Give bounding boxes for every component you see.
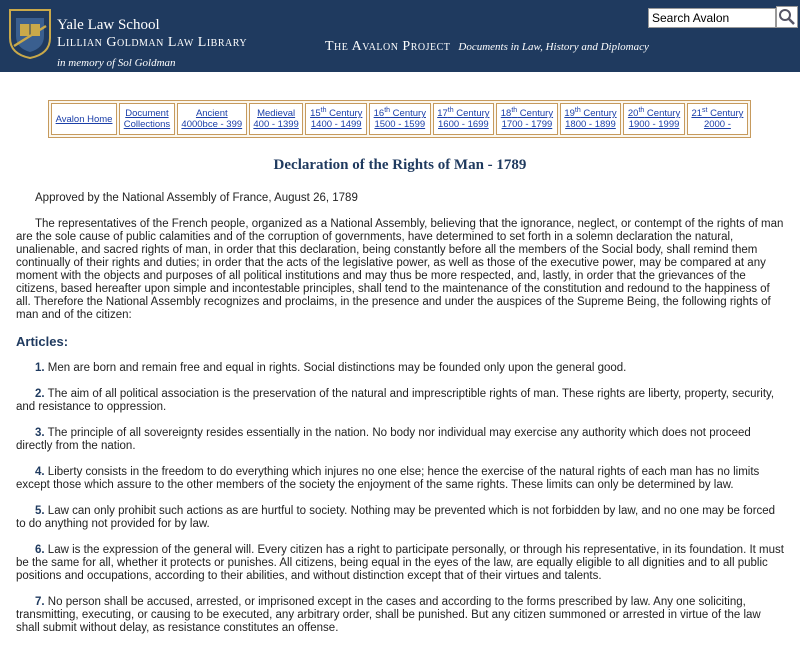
document-body — [16, 192, 784, 648]
article-text: Law is the expression of the general will. Every citizen has a right to participate personally, or through his representative, in its foundation. It must be the same for all, whether it protects or punishes. All citizens, being equal in the eyes of the law, are equally eligible to all dignities and to all public positions and occupations, according to their abilities, and without distinction except that of their virtues and talents. — [16, 544, 784, 582]
article-text: The principle of all sovereignty resides essentially in the nation. No body nor individual may exercise any authority which does not proceed directly from the nation. — [16, 427, 751, 452]
articles-heading: Articles: — [16, 334, 69, 349]
nav-link-label: 17th Century — [437, 106, 490, 119]
nav-link-label: Document — [125, 108, 169, 119]
nav-link-8[interactable] — [560, 103, 622, 135]
nav-link-label: 20th Century — [627, 106, 681, 119]
nav-link-9[interactable] — [623, 103, 685, 135]
article-2 — [16, 388, 784, 414]
article-number: 5. — [35, 505, 45, 517]
nav-link-label: Avalon Home — [55, 113, 113, 125]
nav-link-range: 1600 - 1699 — [438, 119, 489, 130]
nav-link-7[interactable] — [496, 103, 558, 135]
nav-link-2[interactable] — [177, 103, 247, 135]
nav-link-label: 19th Century — [564, 106, 617, 119]
article-6 — [16, 544, 784, 583]
nav-link-5[interactable] — [369, 103, 431, 135]
approval-line: Approved by the National Assembly of France, August 26, 1789 — [35, 192, 358, 204]
nav-link-label: 21st Century — [691, 106, 744, 119]
nav-link-1[interactable] — [119, 103, 175, 135]
article-number: 6. — [35, 544, 45, 556]
nav-link-range: 400 - 1399 — [253, 119, 299, 130]
project-name: The Avalon Project — [325, 39, 451, 54]
search-input[interactable] — [648, 8, 776, 28]
library-branding[interactable] — [57, 16, 247, 72]
article-number: 3. — [35, 427, 45, 439]
project-tagline: Documents in Law, History and Diplomacy — [458, 41, 649, 53]
school-name: Yale Law School — [57, 17, 160, 33]
nav-link-3[interactable] — [249, 103, 304, 135]
document-title: Declaration of the Rights of Man - 1789 — [273, 157, 527, 173]
article-5 — [16, 505, 784, 531]
article-text: The aim of all political association is the preservation of the natural and imprescriptible rights of man. These rights are liberty, property, security, and resistance to oppression. — [16, 388, 775, 413]
avalon-project-branding[interactable] — [325, 37, 649, 55]
articles-list — [16, 362, 784, 635]
nav-link-0[interactable] — [51, 103, 117, 135]
search-button[interactable] — [776, 6, 798, 28]
article-4 — [16, 466, 784, 492]
article-3 — [16, 427, 784, 453]
nav-link-range: 1700 - 1799 — [501, 119, 553, 130]
nav-link-label: 18th Century — [500, 106, 554, 119]
search-box — [648, 8, 776, 28]
nav-link-label: Medieval — [257, 108, 296, 119]
nav-link-4[interactable] — [305, 103, 367, 135]
nav-link-10[interactable] — [687, 103, 748, 135]
article-text: Liberty consists in the freedom to do everything which injures no one else; hence the exercise of the natural rights of each man has no limits except those which assure to the other members of the society the enjoyment of the same rights. These limits can only be determined by law. — [16, 466, 760, 491]
nav-link-range: 1400 - 1499 — [310, 119, 362, 130]
nav-link-range: Collections — [123, 119, 171, 130]
library-name: Lillian Goldman Law Library — [57, 35, 248, 50]
article-text: Men are born and remain free and equal in rights. Social distinctions may be founded only upon the general good. — [47, 362, 627, 374]
article-1 — [16, 362, 784, 375]
nav-link-range: 1500 - 1599 — [374, 119, 426, 130]
article-7 — [16, 596, 784, 635]
article-number: 7. — [35, 596, 45, 608]
nav-link-label: 15th Century — [310, 106, 363, 119]
article-number: 4. — [35, 466, 45, 478]
nav-link-6[interactable] — [433, 103, 495, 135]
memorial-line: in memory of Sol Goldman — [57, 57, 176, 69]
nav-link-range: 1900 - 1999 — [628, 119, 680, 130]
article-text: Law can only prohibit such actions as are hurtful to society. Nothing may be prevented which is not forbidden by law, and no one may be forced to do anything not provided for by law. — [16, 505, 776, 530]
magnifier-icon — [777, 7, 797, 27]
article-number: 2. — [35, 388, 45, 400]
era-navigation — [48, 100, 751, 138]
nav-link-range: 2000 - — [703, 119, 731, 130]
yale-shield-logo[interactable] — [8, 8, 52, 60]
article-number: 1. — [35, 362, 45, 374]
nav-link-label: 16th Century — [373, 106, 426, 119]
article-text: No person shall be accused, arrested, or imprisoned except in the cases and according to the forms prescribed by law. Any one soliciting, transmitting, executing, or causing to be executed, any arbitrary order, shall be punished. But any citizen summoned or arrested in virtue of the law shall submit without delay, as resistance constitutes an offense. — [16, 596, 761, 634]
nav-link-range: 4000bce - 399 — [181, 119, 243, 130]
nav-link-range: 1800 - 1899 — [565, 119, 616, 130]
site-header — [0, 0, 800, 72]
preamble: The representatives of the French people, organized as a National Assembly, believing that the ignorance, neglect, or contempt of the rights of man are the sole cause of public calamities and of the corruption of governments, have determined to set forth in a solemn declaration the natural, unalienable, and sacred rights of man, in order that this declaration, being constantly before all the members of the Social body, shall remind them continually of their rights and duties; in order that the acts of the legislative power, as well as those of the executive power, may be compared at any moment with the objects and purposes of all political institutions and may thus be more respected, and, lastly, in order that the grievances of the citizens, based hereafter upon simple and incontestable principles, shall tend to the maintenance of the constitution and redound to the happiness of all. Therefore the National Assembly recognizes and proclaims, in the presence and under the auspices of the Supreme Being, the following rights of man and of the citizen: — [16, 218, 784, 321]
nav-link-label: Ancient — [195, 108, 228, 119]
